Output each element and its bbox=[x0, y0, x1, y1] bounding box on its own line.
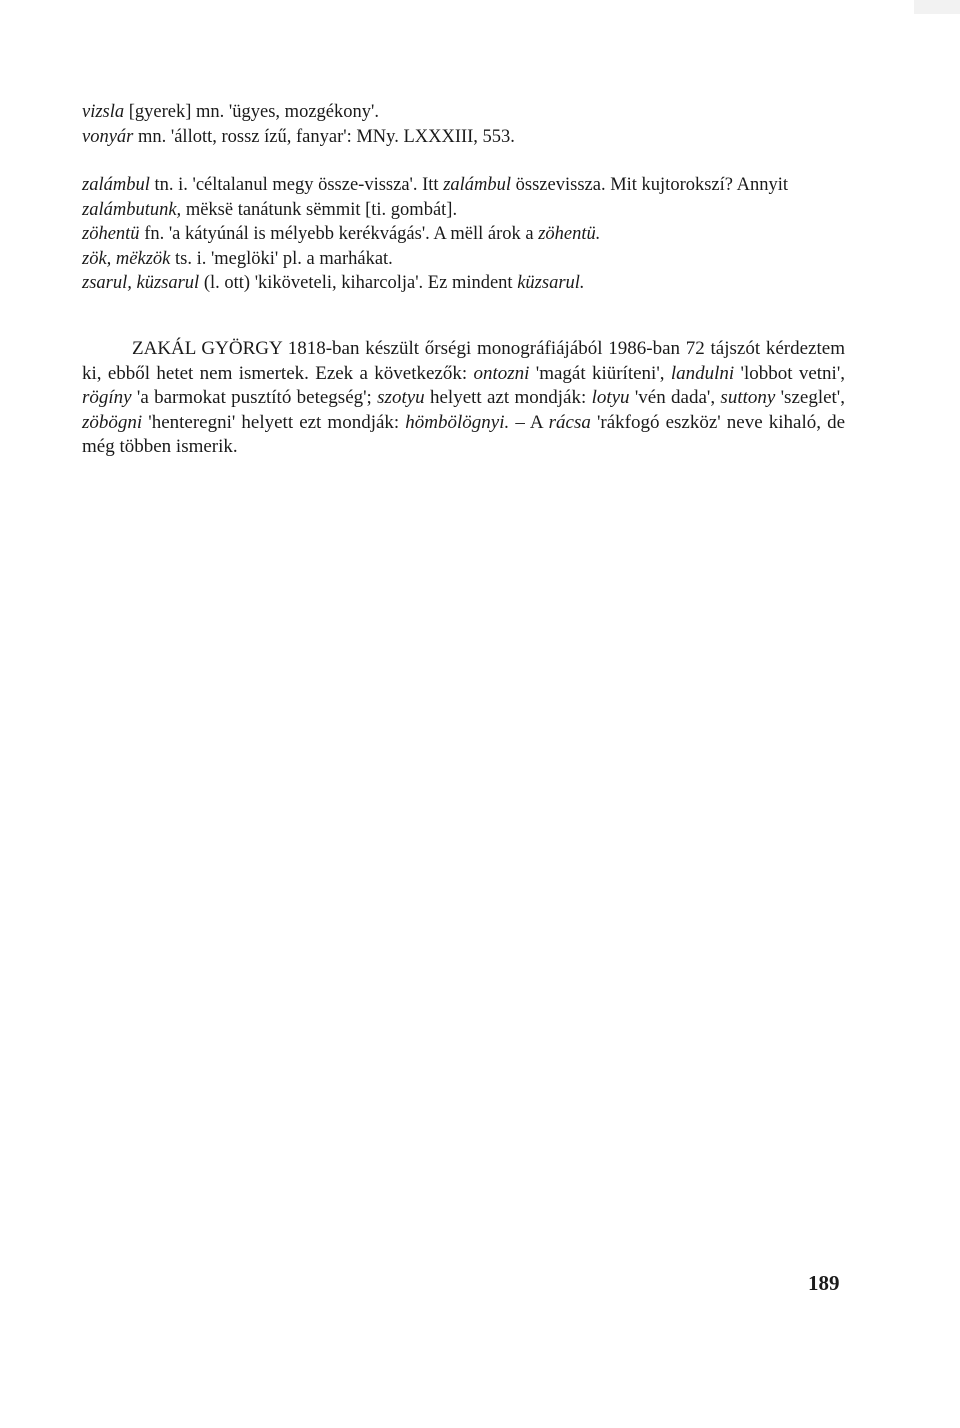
entry-definition: [gyerek] mn. 'ügyes, mozgékony'. bbox=[124, 102, 379, 122]
paragraph-term: ontozni bbox=[473, 362, 530, 384]
entry-definition: tn. i. 'céltalanul megy össze-vissza'. Itt bbox=[149, 175, 444, 195]
paragraph-term: hömbölögnyi. bbox=[405, 411, 510, 433]
entry-headword: vizsla bbox=[82, 102, 125, 122]
paragraph-term: suttony bbox=[720, 387, 776, 409]
entry-zalambul bbox=[82, 173, 847, 222]
entry-headword: zsarul, küzsarul bbox=[82, 273, 200, 293]
entry-headword: zöhentü bbox=[82, 224, 140, 244]
paragraph-text: 'vén dada', bbox=[629, 387, 721, 409]
paragraph-text: 'magát kiüríteni', bbox=[529, 362, 671, 384]
page-number: 189 bbox=[808, 1271, 840, 1295]
paragraph-text: helyett azt mondják: bbox=[424, 387, 592, 409]
entry-example-word: zöhentü. bbox=[538, 224, 601, 244]
entry-definition: ts. i. 'meglöki' pl. a marhákat. bbox=[170, 248, 393, 269]
entry-example-word: zalámbutunk, bbox=[82, 199, 182, 220]
paragraph-text: – A bbox=[509, 411, 549, 433]
entry-zsarul bbox=[82, 271, 847, 296]
paragraph-term: zöbögni bbox=[82, 411, 143, 433]
paragraph-term: rácsa bbox=[548, 411, 591, 433]
paragraph-text: 'a barmokat pusztító betegség'; bbox=[131, 387, 378, 409]
entry-headword: vonyár bbox=[82, 126, 134, 147]
dictionary-entries bbox=[82, 100, 847, 296]
entry-example-text: összevissza. Mit kujtorokszí? Annyit bbox=[511, 175, 788, 195]
entry-example-word: küzsarul. bbox=[517, 273, 585, 293]
paragraph-text: 'henteregni' helyett ezt mondják: bbox=[142, 411, 406, 433]
body-paragraph bbox=[82, 337, 845, 460]
entry-definition: mn. 'állott, rossz ízű, fanyar': MNy. LXXXIII, 553. bbox=[133, 126, 515, 147]
paragraph-term: lotyu bbox=[591, 387, 630, 409]
entry-example-text: mëksë tanátunk sëmmit [ti. gombát]. bbox=[181, 199, 458, 220]
paragraph-text: ZAKÁL GYÖRGY 1818-ban készült őrségi monográfiájából 1986-ban 72 tájszót kérdeztem ki, ebből hetet nem ismertek. Ezek a következők: bbox=[82, 338, 845, 384]
entry-vizsla bbox=[82, 100, 847, 125]
entry-zohentu bbox=[82, 222, 847, 247]
paragraph-text: 'szeglet', bbox=[775, 387, 845, 409]
entry-zok bbox=[82, 247, 847, 272]
entry-definition: fn. 'a kátyúnál is mélyebb kerékvágás'. A mëll árok a bbox=[139, 224, 539, 244]
paragraph-text: 'rákfogó eszköz' neve kihaló, de még többen ismerik. bbox=[82, 411, 846, 458]
paragraph-term: landulni bbox=[670, 362, 735, 384]
paragraph-term: szotyu bbox=[377, 387, 425, 409]
paragraph-text: 'lobbot vetni', bbox=[734, 362, 845, 384]
entry-headword: zök, mëkzök bbox=[82, 248, 171, 269]
scan-corner-mark bbox=[914, 0, 960, 14]
entry-vonyar bbox=[82, 125, 847, 150]
entry-example-word: zalámbul bbox=[443, 175, 512, 195]
entry-headword: zalámbul bbox=[82, 175, 150, 195]
entry-definition: (l. ott) 'kiköveteli, kiharcolja'. Ez mindent bbox=[199, 273, 518, 293]
paragraph-term: rögíny bbox=[82, 387, 132, 409]
